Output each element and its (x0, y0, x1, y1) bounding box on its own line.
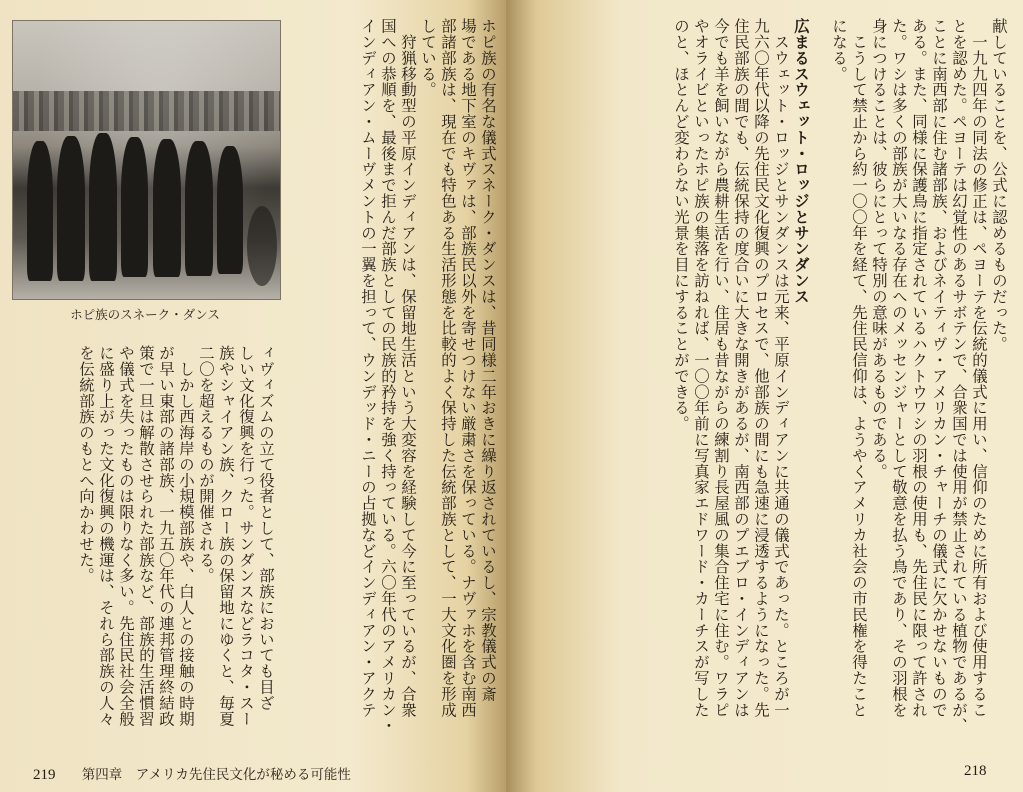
body-line: している。 (419, 18, 437, 98)
body-line: 九六〇年代以降の先住民文化復興のプロセスで、他部族の間にも急速に浸透するようになった。先 (752, 18, 770, 718)
body-line: 献していることを、公式に認めるものだった。 (990, 18, 1008, 352)
photo-dancer (57, 136, 85, 281)
photo-dancer (121, 137, 148, 277)
body-line: や儀式を失ったものは限りなく多い。先住民社会全般 (117, 345, 135, 727)
body-line: しい文化復興を行った。サンダンスなどラコタ・スー (237, 345, 255, 727)
body-line: 今でも羊を飼いながら農耕生活を行い、住居も昔ながらの練割り長屋風の集合住宅に住む。ワラピ (712, 18, 730, 718)
body-line: ことに南西部に住む諸部族、およびネイティヴ・アメリカン・チャーチの儀式に欠かせないもので (930, 18, 948, 718)
body-line: 国への恭順を、最後まで拒んだ部族としての民族的矜持を強く持っている。六〇年代のアメリカン・ (379, 18, 397, 734)
body-line: 部諸部族は、現在でも特色ある生活形態を比較的よく保持した伝統部族として、一大文化圏を形成 (439, 18, 457, 718)
left-upper-text (358, 18, 498, 748)
body-line: が早い東部の諸部族、一九五〇年代の連邦管理終結政 (157, 345, 175, 727)
section-gap (811, 18, 829, 748)
body-line: 身につけることは、彼らにとって特別の意味があるものである。 (870, 18, 888, 480)
body-line: 住民部族の間でも、伝統保持の度合いに大きな開きがあるが、南西部のプエブロ・インディアンは (732, 18, 750, 718)
section-heading: 広まるスウェット・ロッジとサンダンス (792, 18, 810, 305)
left-footer (33, 763, 351, 784)
photo-dancer (217, 146, 243, 274)
body-line: のと、ほとんど変わらない光景を目にすることができる。 (672, 18, 690, 432)
body-line: ホピ族の有名な儀式スネーク・ダンスは、昔同様二年おきに繰り返されているし、宗教儀式の斎 (479, 18, 497, 702)
body-line: 二〇を超えるものが開催される。 (197, 345, 215, 584)
body-line: に盛り上がった文化復興の機運は、それら部族の人々 (97, 345, 115, 727)
right-page (506, 0, 1023, 792)
running-head: 第四章 アメリカ先住民文化が秘める可能性 (81, 767, 351, 783)
body-line: ィヴィズムの立て役者として、部族においても目ざ (257, 345, 275, 711)
body-line: こうして禁止から約一〇〇年を経て、先住民信仰は、ようやくアメリカ社会の市民権を得たこと (850, 18, 868, 718)
body-line: 場である地下室のキヴァは、部族民以外を寄せつけない厳粛さを保っている。ナヴァホを含む南西 (459, 18, 477, 718)
right-footer (964, 763, 987, 780)
body-line: スウェット・ロッジとサンダンスは元来、平原インディアンに共通の儀式であった。ところが一 (772, 18, 790, 718)
body-line: 一九九四年の同法の修正は、ペヨーテを伝統的儀式に用い、信仰のために所有および使用するこ (970, 18, 988, 718)
photo-crowd (13, 91, 280, 131)
body-line: 策で一旦は解散させられた部族など、部族的生活慣習 (137, 345, 155, 727)
body-line: を伝統部族のもとへ向かわせた。 (77, 345, 95, 584)
body-line: ある。また、同様に保護鳥に指定されているハクトウワシの羽根の使用も、先住民に限って許され (910, 18, 928, 718)
photo-dancer (153, 139, 181, 277)
photo-dancer (185, 141, 213, 276)
photo-dancer (89, 133, 117, 281)
snake-dance-photo (12, 20, 281, 300)
body-line: になる。 (830, 18, 848, 82)
page-number-left: 219 (33, 767, 56, 783)
left-lower-text (76, 345, 276, 745)
page-number-right: 218 (964, 763, 987, 779)
body-line: 族やシャイアン族、クロー族の保留地にゆくと、毎夏 (217, 345, 235, 727)
left-page (0, 0, 506, 792)
body-line: インディアン・ムーヴメントの一翼を担って、ウンデッド・ニーの占拠などインディアン・アクテ (359, 18, 377, 718)
body-line: た。ワシは多くの部族が大いなる存在へのメッセンジャーとして敬意を払う鳥であり、その羽根を (890, 18, 908, 718)
figure-caption: ホピ族のスネーク・ダンス (70, 307, 220, 322)
body-line: 狩猟移動型の平原インディアンは、保留地生活という大変容を経験して今に至っているが、合衆 (399, 18, 417, 718)
body-line: しかし西海岸の小規模部族や、白人との接触の時期 (177, 345, 195, 727)
right-body-text (671, 18, 1009, 748)
photo-blur (247, 206, 277, 286)
body-line: とを認めた。ペヨーテは幻覚性のあるサボテンで、合衆国では使用が禁止されている植物であるが、 (950, 18, 968, 734)
body-line: やオライビといったホピ族の集落を訪ねれば、一〇〇年前に写真家エドワード・カーチスが写した (692, 18, 710, 718)
photo-dancer (27, 141, 53, 281)
